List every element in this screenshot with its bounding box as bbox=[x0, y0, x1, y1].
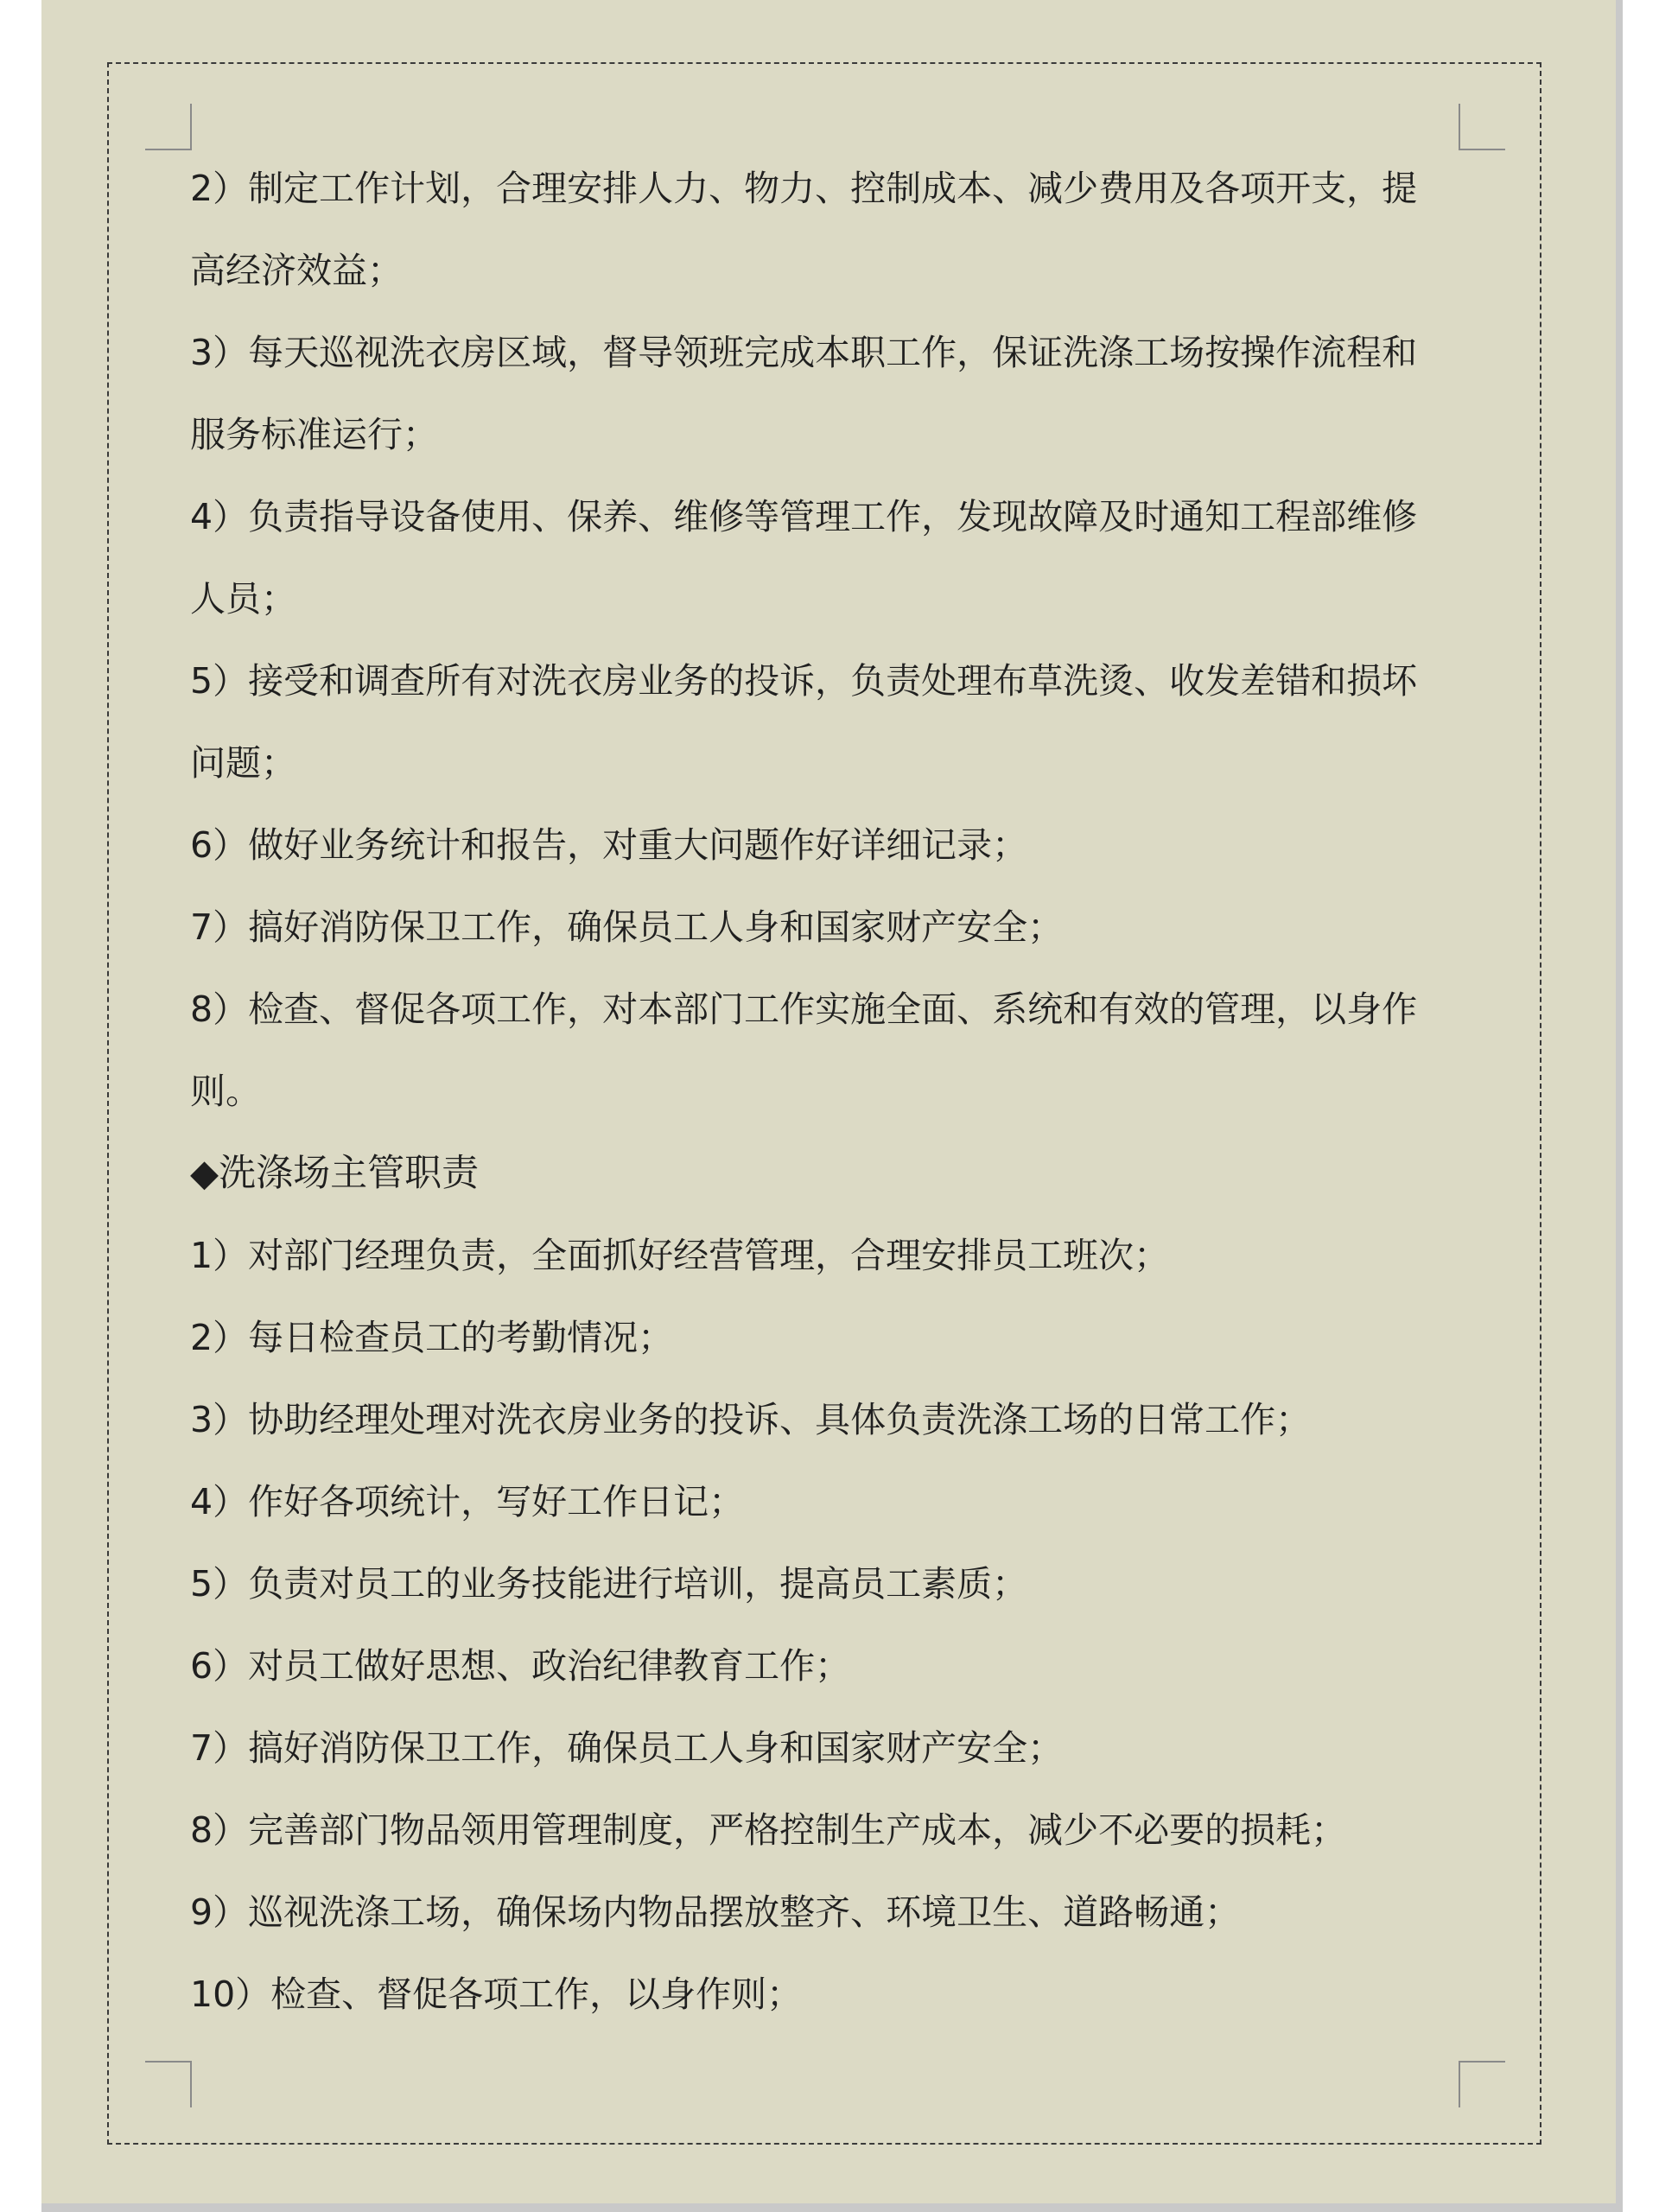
text-line: 3）每天巡视洗衣房区域，督导领班完成本职工作，保证洗涤工场按操作流程和 bbox=[190, 332, 1418, 373]
text-line: 7）搞好消防保卫工作，确保员工人身和国家财产安全； bbox=[190, 906, 1064, 948]
text-line: 服务标准运行； bbox=[190, 414, 438, 455]
text-line: 2）每日检查员工的考勤情况； bbox=[190, 1317, 674, 1358]
document-body bbox=[190, 164, 1486, 2052]
text-line: 9）巡视洗涤工场，确保场内物品摆放整齐、环境卫生、道路畅通； bbox=[190, 1891, 1241, 1933]
text-line: 则。 bbox=[190, 1071, 261, 1112]
text-line: 8）检查、督促各项工作，对本部门工作实施全面、系统和有效的管理，以身作 bbox=[190, 988, 1418, 1030]
text-line: 4）作好各项统计，写好工作日记； bbox=[190, 1481, 745, 1522]
text-line: 4）负责指导设备使用、保养、维修等管理工作，发现故障及时通知工程部维修 bbox=[190, 496, 1418, 537]
text-line: 5）接受和调查所有对洗衣房业务的投诉，负责处理布草洗烫、收发差错和损坏 bbox=[190, 660, 1418, 702]
text-line: 高经济效益； bbox=[190, 250, 403, 291]
text-line: 8）完善部门物品领用管理制度，严格控制生产成本，减少不必要的损耗； bbox=[190, 1809, 1347, 1851]
text-line: 10）检查、督促各项工作，以身作则； bbox=[190, 1974, 803, 2015]
corner-mark-top-left bbox=[145, 104, 192, 150]
corner-mark-bottom-left bbox=[145, 2061, 192, 2107]
text-line: 6）对员工做好思想、政治纪律教育工作； bbox=[190, 1645, 851, 1687]
corner-mark-top-right bbox=[1459, 104, 1505, 150]
text-line: 5）负责对员工的业务技能进行培训，提高员工素质； bbox=[190, 1563, 1028, 1605]
text-line: 3）协助经理处理对洗衣房业务的投诉、具体负责洗涤工场的日常工作； bbox=[190, 1399, 1312, 1440]
text-line: 1）对部门经理负责，全面抓好经营管理，合理安排员工班次； bbox=[190, 1235, 1170, 1276]
document-page bbox=[41, 0, 1623, 2212]
text-line: 问题； bbox=[190, 742, 296, 784]
text-line: 2）制定工作计划，合理安排人力、物力、控制成本、减少费用及各项开支，提 bbox=[190, 168, 1418, 209]
text-line: 人员； bbox=[190, 578, 296, 620]
text-line: 6）做好业务统计和报告，对重大问题作好详细记录； bbox=[190, 824, 1028, 866]
text-line: 7）搞好消防保卫工作，确保员工人身和国家财产安全； bbox=[190, 1727, 1064, 1769]
corner-mark-bottom-right bbox=[1459, 2061, 1505, 2107]
section-heading: ◆洗涤场主管职责 bbox=[190, 1152, 480, 1195]
